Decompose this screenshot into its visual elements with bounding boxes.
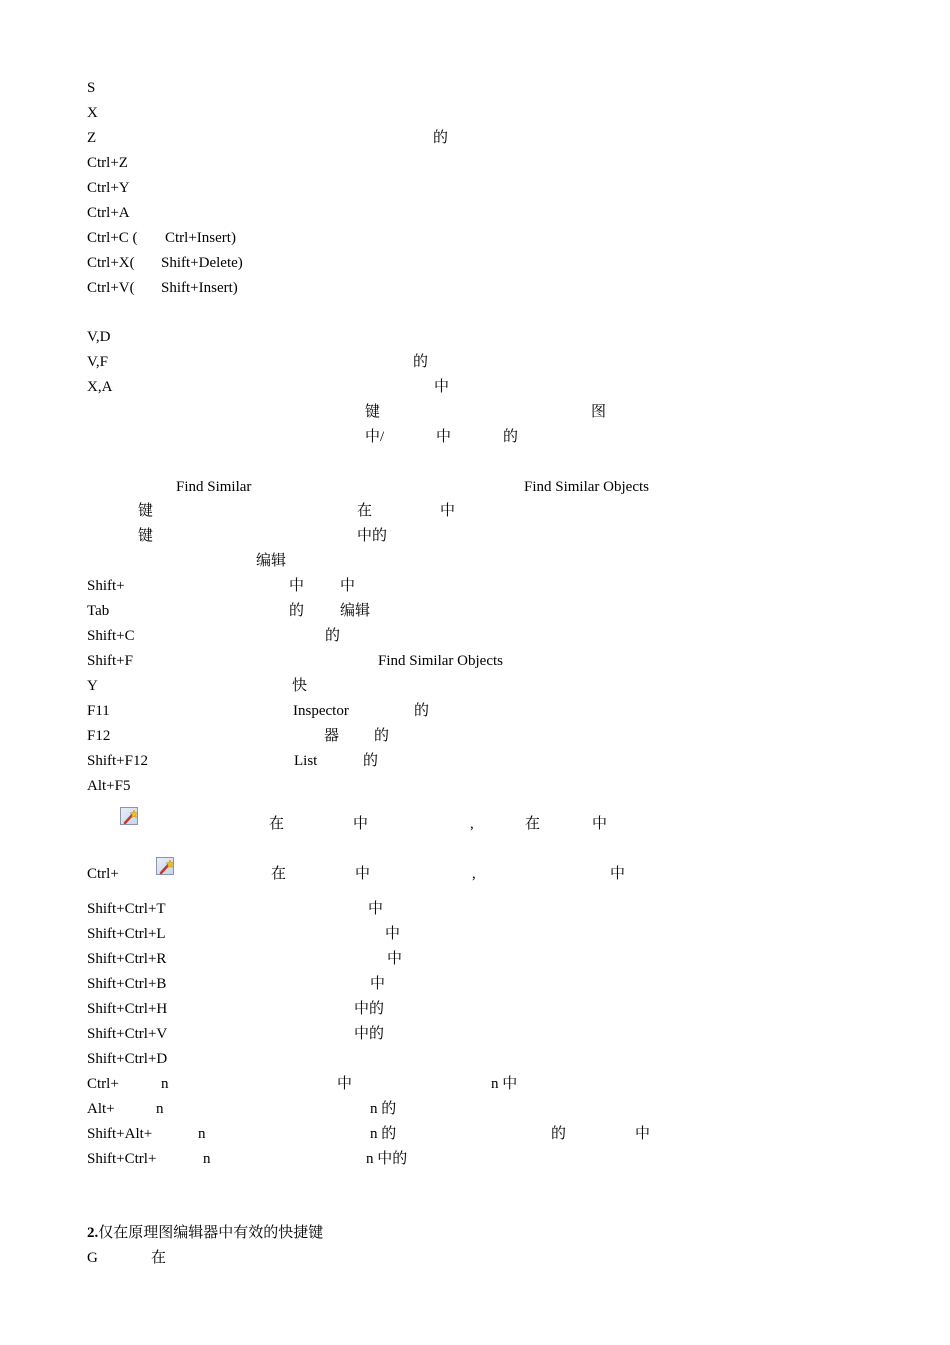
shortcut-key: Ctrl+V( (87, 280, 135, 296)
description-fragment: 编辑 (256, 553, 287, 569)
shortcut-key: Shift+C (87, 628, 135, 644)
shortcut-key: Shift+Ctrl+D (87, 1051, 168, 1067)
description-fragment: 中 (385, 926, 401, 942)
wand-icon (120, 807, 138, 825)
description-fragment: 在 (269, 816, 285, 832)
shortcut-key: X,A (87, 379, 113, 395)
description-fragment: 中 (368, 901, 384, 917)
description-fragment: 中/ (365, 429, 385, 445)
description-fragment: 中 (635, 1126, 651, 1142)
shortcut-key: Shift+Ctrl+L (87, 926, 166, 942)
shortcut-key: Z (87, 130, 97, 146)
shortcut-key: G (87, 1250, 98, 1266)
shortcut-alt-key: Ctrl+Insert) (165, 230, 236, 246)
description-fragment: 的 (413, 354, 429, 370)
description-fragment: 器 (324, 728, 340, 744)
description-fragment: 键 (138, 528, 154, 544)
shortcut-key: Shift+Ctrl+ (87, 1151, 157, 1167)
shortcut-key: Shift+Ctrl+R (87, 951, 167, 967)
description-fragment: , (472, 866, 476, 882)
command-name: List (294, 753, 318, 769)
description-fragment: 中 (440, 503, 456, 519)
description-fragment: 在 (525, 816, 541, 832)
shortcut-key: Alt+ (87, 1101, 115, 1117)
shortcut-key: Ctrl+Z (87, 155, 128, 171)
shortcut-key: Ctrl+ (87, 1076, 119, 1092)
description-fragment: 的 (414, 703, 430, 719)
shortcut-key: Ctrl+A (87, 205, 130, 221)
section-number: 2. (87, 1225, 99, 1241)
shortcut-key: Ctrl+Y (87, 180, 130, 196)
command-name: Inspector (293, 703, 349, 719)
shortcut-key: Ctrl+C ( (87, 230, 138, 246)
shortcut-key: Shift+Ctrl+V (87, 1026, 168, 1042)
description-fragment: 的 (325, 628, 341, 644)
description-fragment: 的 (363, 753, 379, 769)
shortcut-key: Shift+Alt+ (87, 1126, 153, 1142)
description-fragment: 的 (374, 728, 390, 744)
description-fragment: 中 (592, 816, 608, 832)
shortcut-key: Ctrl+ (87, 866, 119, 882)
section-title: 仅在原理图编辑器中有效的快捷键 (98, 1225, 324, 1241)
description-fragment: 中 (340, 578, 356, 594)
shortcut-alt-key: Shift+Delete) (161, 255, 243, 271)
shortcut-key: V,F (87, 354, 108, 370)
description-fragment: 中 (355, 866, 371, 882)
description-fragment: 的 (551, 1126, 567, 1142)
description-fragment: 中 (610, 866, 626, 882)
description-fragment: 中的 (354, 1026, 385, 1042)
description-fragment: 在 (271, 866, 287, 882)
description-fragment: 在 (151, 1250, 167, 1266)
shortcut-variable: n (198, 1126, 206, 1142)
description-fragment: n 的 (370, 1101, 397, 1117)
command-name: Find Similar Objects (524, 479, 649, 495)
shortcut-variable: n (161, 1076, 169, 1092)
description-fragment: 的 (433, 130, 449, 146)
description-fragment: 的 (503, 429, 519, 445)
description-fragment: 的 (289, 603, 305, 619)
shortcut-variable: n (203, 1151, 211, 1167)
description-fragment: 中 (434, 379, 450, 395)
shortcut-key: Ctrl+X( (87, 255, 135, 271)
shortcut-key: Shift+ (87, 578, 125, 594)
description-fragment: 编辑 (340, 603, 371, 619)
description-fragment: 在 (357, 503, 373, 519)
description-fragment: , (470, 816, 474, 832)
shortcut-key: Tab (87, 603, 110, 619)
description-fragment: 键 (138, 503, 154, 519)
shortcut-alt-key: Shift+Insert) (161, 280, 238, 296)
description-fragment: 中 (370, 976, 386, 992)
shortcut-key: Shift+Ctrl+T (87, 901, 166, 917)
shortcut-key: X (87, 105, 98, 121)
shortcut-key: Shift+Ctrl+B (87, 976, 167, 992)
command-name: Find Similar Objects (378, 653, 503, 669)
description-fragment: 图 (591, 404, 607, 420)
shortcut-key: Y (87, 678, 98, 694)
wand-icon (156, 857, 174, 875)
description-fragment: 中 (337, 1076, 353, 1092)
description-fragment: 中 (353, 816, 369, 832)
shortcut-key: V,D (87, 329, 111, 345)
shortcut-key: Shift+Ctrl+H (87, 1001, 168, 1017)
shortcut-key: F11 (87, 703, 110, 719)
section-heading (87, 1224, 323, 1242)
description-fragment: 中 (387, 951, 403, 967)
shortcut-key: Alt+F5 (87, 778, 131, 794)
shortcut-key: S (87, 80, 96, 96)
shortcut-key: Shift+F (87, 653, 133, 669)
description-fragment: 键 (365, 404, 381, 420)
description-fragment: n 中 (491, 1076, 518, 1092)
shortcut-variable: n (156, 1101, 164, 1117)
description-fragment: 中的 (357, 528, 388, 544)
description-fragment: n 中的 (366, 1151, 408, 1167)
description-fragment: 中 (436, 429, 452, 445)
description-fragment: 中 (289, 578, 305, 594)
description-fragment: 中的 (354, 1001, 385, 1017)
command-name: Find Similar (176, 479, 252, 495)
description-fragment: n 的 (370, 1126, 397, 1142)
description-fragment: 快 (292, 678, 308, 694)
shortcut-key: Shift+F12 (87, 753, 148, 769)
shortcut-key: F12 (87, 728, 111, 744)
